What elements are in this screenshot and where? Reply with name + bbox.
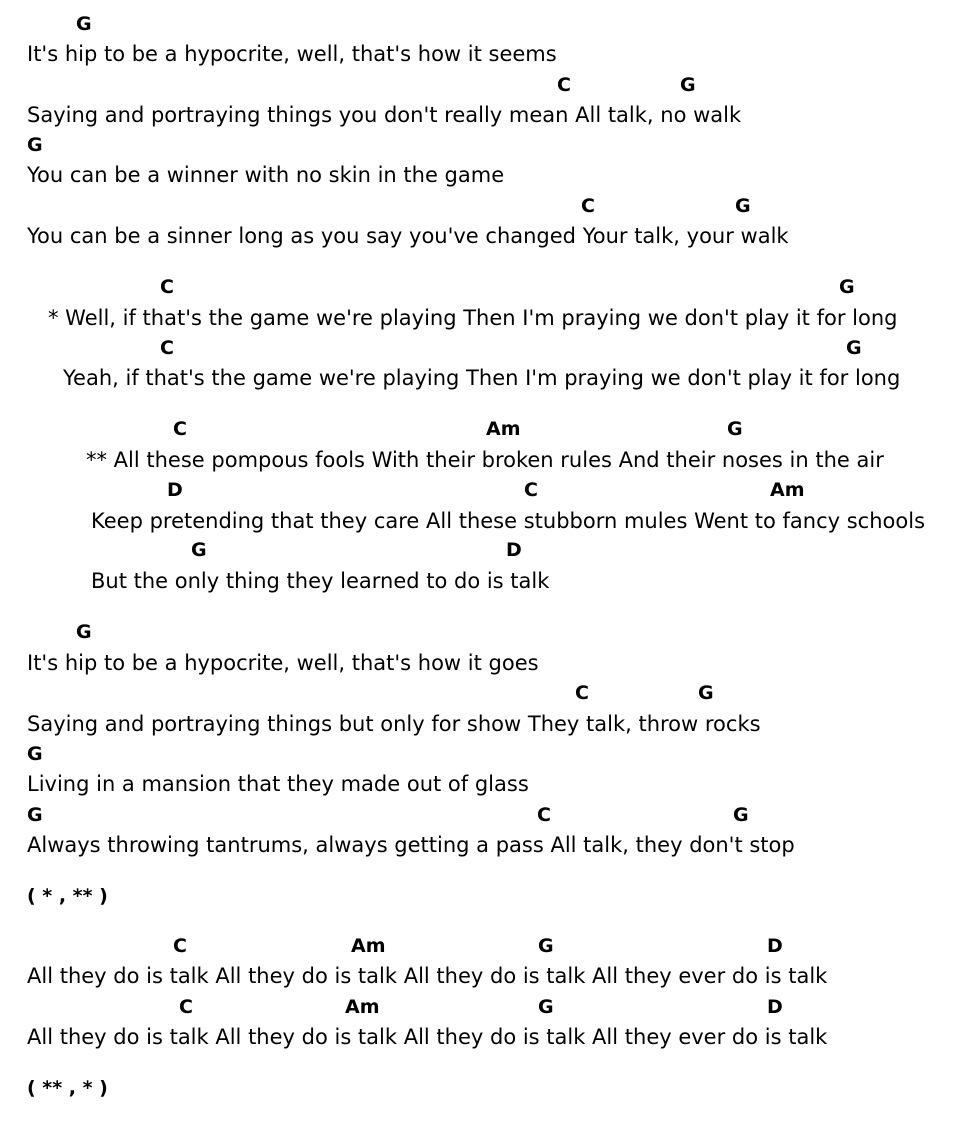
chord: C xyxy=(575,682,589,704)
chord: G xyxy=(839,276,855,298)
repeat-marker: ( ** , * ) xyxy=(27,1077,108,1099)
lyric-line: Living in a mansion that they made out of glass xyxy=(27,772,529,796)
chord: G xyxy=(538,996,554,1018)
chord: C xyxy=(173,935,187,957)
chord: Am xyxy=(351,935,386,957)
lyric-line: Saying and portraying things you don't really mean All talk, no walk xyxy=(27,103,742,127)
chord: Am xyxy=(770,479,805,501)
chord: G xyxy=(27,804,43,826)
repeat-marker: ( * , ** ) xyxy=(27,885,108,907)
chord: C xyxy=(160,337,174,359)
lyric-line: Keep pretending that they care All these stubborn mules Went to fancy schools xyxy=(91,509,926,533)
chord: D xyxy=(767,996,783,1018)
lyric-line: You can be a winner with no skin in the game xyxy=(27,163,505,187)
lyric-line: All they do is talk All they do is talk All they do is talk All they ever do is talk xyxy=(27,964,828,988)
lyric-line: You can be a sinner long as you say you've changed Your talk, your walk xyxy=(27,224,789,248)
chord: G xyxy=(733,804,749,826)
chord: Am xyxy=(345,996,380,1018)
chord: G xyxy=(76,621,92,643)
chord: G xyxy=(680,74,696,96)
chord: D xyxy=(506,539,522,561)
lyric-line: But the only thing they learned to do is talk xyxy=(91,569,550,593)
chord: G xyxy=(538,935,554,957)
lyric-line: It's hip to be a hypocrite, well, that's how it seems xyxy=(27,42,557,66)
lyric-line: Always throwing tantrums, always getting a pass All talk, they don't stop xyxy=(27,833,795,857)
chord: Am xyxy=(486,418,521,440)
chord: G xyxy=(735,195,751,217)
lyric-line: Yeah, if that's the game we're playing Then I'm praying we don't play it for long xyxy=(63,366,901,390)
chord: G xyxy=(698,682,714,704)
chord: C xyxy=(537,804,551,826)
chord: G xyxy=(27,743,43,765)
chord: G xyxy=(76,13,92,35)
lyric-line: ** All these pompous fools With their broken rules And their noses in the air xyxy=(86,448,884,472)
lyric-line: Saying and portraying things but only for show They talk, throw rocks xyxy=(27,712,761,736)
chord: C xyxy=(524,479,538,501)
chord: C xyxy=(173,418,187,440)
chord: C xyxy=(581,195,595,217)
chord: C xyxy=(160,276,174,298)
chord: D xyxy=(167,479,183,501)
chord: C xyxy=(179,996,193,1018)
lyric-line: It's hip to be a hypocrite, well, that's how it goes xyxy=(27,651,539,675)
chord: G xyxy=(191,539,207,561)
lyric-line: All they do is talk All they do is talk All they do is talk All they ever do is talk xyxy=(27,1025,828,1049)
chord: C xyxy=(557,74,571,96)
chord: D xyxy=(767,935,783,957)
chord: G xyxy=(727,418,743,440)
chord: G xyxy=(846,337,862,359)
chord: G xyxy=(27,134,43,156)
lyric-line: * Well, if that's the game we're playing Then I'm praying we don't play it for long xyxy=(48,306,898,330)
